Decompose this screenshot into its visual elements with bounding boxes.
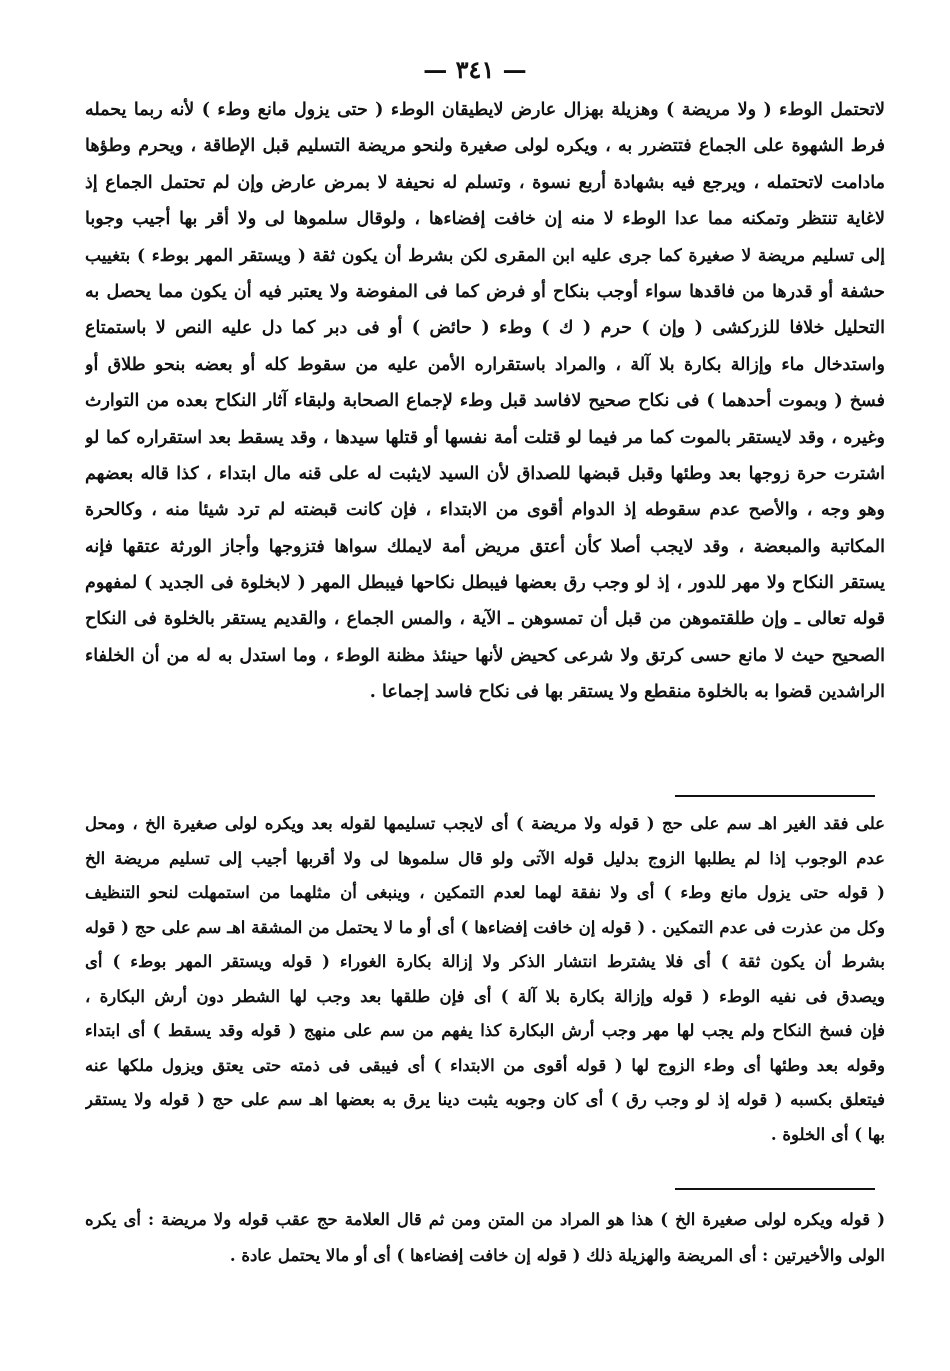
text-line: يستقر النكاح ولا مهر للدور ، إذ لو وجب رق بعضها فيبطل نكاحها فيبطل المهر ( لابخلوة فى الجديد ) لمفهوم	[85, 573, 885, 594]
footnote-line: بها ) أى الخلوة .	[770, 1124, 885, 1144]
footnote-line: الولى والأخيرتين : أى المريضة والهزيلة ذلك ( قوله إن خافت إفضاءها ) أى أو مالا يحتمل عادة .	[229, 1246, 885, 1265]
text-line: قوله تعالى ـ وإن طلقتموهن من قبل أن تمسوهن ـ الآية ، والمس الجماع ، والقديم يستقر بالخلوة فى النكاح	[85, 609, 885, 630]
text-line: حشفة أو قدرها من فاقدها سواء أوجب بنكاح أو فرض كما فى المفوضة ولا يعتبر فيه أن يكون مما يحصل به	[85, 281, 885, 302]
footnote-line: على فقد الغير اهـ سم على حج ( قوله ولا مريضة ) أى لايجب تسليمها لقوله بعد ويكره لولى صغيرة الخ ، ومحل	[85, 814, 885, 833]
text-line: مادامت لاتحتمله ، ويرجع فيه بشهادة أربع نسوة ، وتسلم له نحيفة لا بمرض عارض وإن لم تحتمل الجماع إذ	[85, 172, 885, 193]
text-line: لاغاية تنتظر وتمكنه مما عدا الوطء لا منه إن خافت إفضاءها ، ولوقال سلموها لى ولا أقر بها أجيب وجوبا	[85, 209, 885, 230]
text-line: المكاتبة والمبعضة ، وقد لايجب أصلا كأن أعتق مريض أمة لايملك سواها فتزوجها وأجاز الورثة عتقها فإنه	[85, 536, 885, 557]
footnote-line: ( قوله ويكره لولى صغيرة الخ ) هذا هو المراد من المتن ومن ثم قال العلامة حج عقب قوله ولا مريضة : أى يكره	[85, 1210, 885, 1229]
text-line: وغيره ، وقد لايستقر بالموت كما مر فيما لو قتلت أمة نفسها أو قتلها سيدها ، وقد يسقط بعد استقراره كما لو	[85, 427, 885, 448]
footnote-divider	[675, 1188, 875, 1190]
text-line: الراشدين قضوا به بالخلوة منقطع ولا يستقر بها فى نكاح فاسد إجماعا .	[369, 682, 885, 703]
footnote-line: ( قوله حتى يزول مانع وطء ) أى ولا نفقة لهما لعدم التمكين ، وينبغى أن مثلهما من استمهلت لنحو التنظيف	[85, 883, 885, 902]
text-line: لاتحتمل الوطء ( ولا مريضة ) وهزيلة بهزال عارض لايطيقان الوطء ( حتى يزول مانع وطء ) لأنه ربما يحمله	[85, 100, 885, 120]
footnote-line: فيتعلق بكسبه ( قوله إذ لو وجب رق ) أى كان وجوبه يثبت دينا يرق به بعضها اهـ سم على حج ( قوله ولا يستقر	[85, 1090, 885, 1109]
footnote-line: فإن فسخ النكاح ولم يجب لها مهر وجب أرش البكارة كذا يفهم من سم على منهج ( قوله وقد يسقط ) أى ابتداء	[85, 1021, 885, 1040]
text-line: الصحيح حيث لا مانع حسى كرتق ولا شرعى كحيض لأنها حينئذ مظنة الوطء ، وما استدل به له من أن الخلفاء	[85, 645, 885, 666]
footnote-line: وقوله بعد وطئها أى وطء الزوج لها ( قوله أقوى من الابتداء ) أى فيبقى فى ذمته حتى يعتق ويزول ملكها عنه	[85, 1055, 885, 1075]
text-line: إلى تسليم مريضة لا صغيرة كما جرى عليه ابن المقرى لكن بشرط أن يكون ثقة ( ويستقر المهر بوطء ) بتغييب	[85, 245, 885, 266]
footnote-divider	[675, 795, 875, 797]
page-number: — ٣٤١ —	[423, 55, 527, 84]
footnote-line: بشرط أن يكون ثقة ) أى فلا يشترط انتشار الذكر ولا إزالة بكارة الغوراء ( قوله ويستقر المهر بوطء ) أى	[85, 952, 885, 971]
footnote-line: ويصدق فى نفيه الوطء ( قوله وإزالة بكارة بلا آلة ) أى فإن طلقها بعد وجب لها الشطر دون أرش البكارة ،	[85, 986, 885, 1006]
text-line: اشترت حرة زوجها بعد وطئها وقبل قبضها للصداق لأن السيد لايثبت له على قنه مال ابتداء ، كذا قاله بعضهم	[85, 463, 885, 484]
footnote-commentary-1	[85, 807, 885, 1152]
text-line: وهو وجه ، والأصح عدم سقوطه إذ الدوام أقوى من الابتداء ، فإن كانت قبضته لم ترد شيئا منه ، وكالحرة	[85, 500, 885, 521]
footnote-line: عدم الوجوب إذا لم يطلبها الزوج بدليل قوله الآتى ولو قال سلموها لى ولا أقربها أجيب إلى تسليم مريضة الخ	[85, 848, 885, 868]
text-line: فسخ ( وبموت أحدهما ) فى نكاح صحيح لافاسد قبل وطء لإجماع الصحابة ولبقاء آثار النكاح بعده من التوارث	[85, 391, 885, 412]
main-text	[85, 92, 885, 711]
footnote-line: وكل من عذرت فى عدم التمكين . ( قوله إن خافت إفضاءها ) أى أو ما لا يحتمل من المشقة اهـ سم على حج ( قوله	[85, 917, 885, 937]
text-line: التحليل خلافا للزركشى ( وإن ) حرم ( ك ) وطء ( حائض ) أو فى دبر كما دل عليه النص لا باستمتاع	[85, 318, 885, 339]
text-line: فرط الشهوة على الجماع فتتضرر به ، ويكره لولى صغيرة ولنحو مريضة التسليم قبل الإطاقة ، ويحرم وطؤها	[85, 136, 885, 157]
footnote-commentary-2	[85, 1202, 885, 1274]
text-line: واستدخال ماء وإزالة بكارة بلا آلة ، والمراد باستقراره الأمن عليه من سقوط كله أو بعضه بنحو طلاق أو	[85, 354, 885, 375]
